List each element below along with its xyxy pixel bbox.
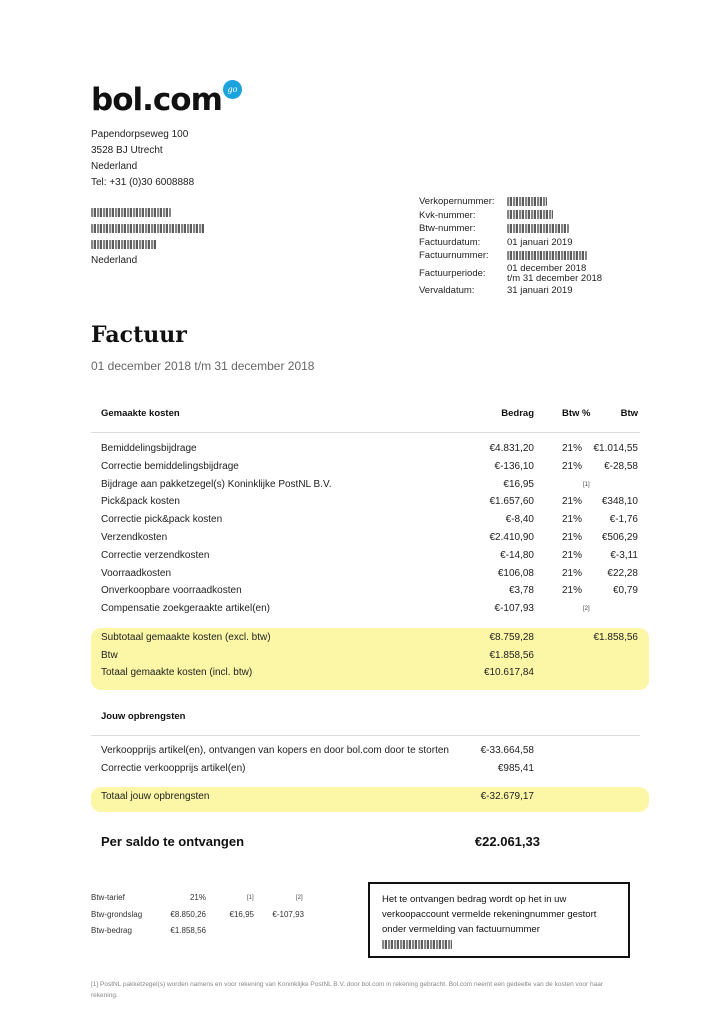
cost-row-amount: €1.657,60 — [489, 496, 534, 507]
cost-row-vat: €348,10 — [601, 496, 638, 507]
vat-number-label: Btw-nummer: — [419, 223, 476, 234]
cost-row-amount: €-14,80 — [500, 550, 534, 561]
saldo-amount: €22.061,33 — [474, 834, 540, 849]
payment-notice-box — [368, 882, 630, 958]
vat-label: Btw — [101, 650, 118, 661]
revenue-header-divider — [91, 735, 640, 736]
cost-row-vat: €-3,11 — [610, 550, 638, 561]
vat-rate: 21% — [189, 893, 206, 902]
invoice-date-label: Factuurdatum: — [419, 236, 481, 248]
cost-row-footnote-ref: [1] — [583, 482, 590, 488]
cost-row-label: Correctie verzendkosten — [101, 550, 210, 561]
invoice-period: 01 december 2018 t/m 31 december 2018 — [91, 359, 315, 373]
cost-row-vat: €1.014,55 — [593, 443, 638, 454]
footnote: [1] PostNL pakketzegel(s) worden namens en voor rekening van Koninklijke PostNL B.V. door bol.com in rekening gebracht. Bol.com neemt een gedeelte van de kosten voor haar rekening. — [91, 981, 603, 999]
total-costs-amount: €10.617,84 — [483, 667, 534, 678]
cost-row-vat-pct: 21% — [562, 461, 583, 472]
vat-rate-label: Btw-tarief — [91, 893, 125, 902]
cost-row-label: Bijdrage aan pakketzegel(s) Koninklijke PostNL B.V. — [101, 479, 332, 490]
revenue-row-label: Correctie verkoopprijs artikel(en) — [101, 763, 246, 774]
vat-note-1: [1] — [247, 895, 254, 901]
logo-text: bol.com — [91, 82, 222, 118]
cost-row-vat-pct: 21% — [562, 568, 583, 579]
revenue-row-amount: €985,41 — [497, 763, 534, 774]
recipient-country: Nederland — [91, 255, 138, 266]
redacted-street — [91, 224, 205, 233]
col-vat-header: Btw — [620, 408, 638, 419]
notice-line-3: onder vermelding van factuurnummer — [382, 924, 540, 935]
redacted-kvk — [507, 210, 553, 219]
subtotal-label: Subtotaal gemaakte kosten (excl. btw) — [101, 632, 271, 643]
vat-amount-label: Btw-bedrag — [91, 926, 132, 935]
cost-row-amount: €-107,93 — [494, 603, 534, 614]
revenue-total-amount: €-32.679,17 — [480, 791, 534, 802]
redacted-name — [91, 208, 171, 217]
page-title: Factuur — [91, 322, 187, 348]
invoice-meta — [419, 196, 629, 298]
revenue-row-amount: €-33.664,58 — [480, 745, 534, 756]
total-costs-label: Totaal gemaakte kosten (incl. btw) — [101, 667, 253, 678]
cost-row-amount: €-8,40 — [505, 514, 534, 525]
cost-row-label: Bemiddelingsbijdrage — [101, 443, 197, 454]
vat-base-label: Btw-grondslag — [91, 910, 143, 919]
cost-row-vat: €22,28 — [607, 568, 638, 579]
subtotal-amount: €8.759,28 — [489, 632, 534, 643]
due-date-label: Vervaldatum: — [419, 284, 475, 296]
revenue-row-label: Verkoopprijs artikel(en), ontvangen van kopers en door bol.com door te storten — [101, 745, 449, 756]
cost-row-vat-pct: 21% — [562, 496, 583, 507]
invoice-date: 01 januari 2019 — [507, 236, 573, 248]
cost-row-label: Correctie pick&pack kosten — [101, 514, 223, 525]
vat-base-note1: €16,95 — [229, 910, 254, 919]
cost-row-vat-pct: 21% — [562, 443, 583, 454]
company-address — [91, 127, 194, 191]
company-street: Papendorpseweg 100 — [91, 129, 189, 140]
cost-row-amount: €2.410,90 — [489, 532, 534, 543]
cost-row-amount: €-136,10 — [494, 461, 534, 472]
redacted-vat-number — [507, 224, 569, 233]
cost-row-vat: €-1,76 — [609, 514, 638, 525]
cost-row-vat: €-28,58 — [604, 461, 638, 472]
cost-row-label: Pick&pack kosten — [101, 496, 180, 507]
vat-summary-amount: €1.858,56 — [170, 926, 206, 935]
invoice-number-label: Factuurnummer: — [419, 250, 489, 261]
cost-row-vat-pct: 21% — [562, 585, 583, 596]
cost-row-amount: €3,78 — [508, 585, 534, 596]
redacted-seller-number — [507, 197, 547, 206]
vat-base-note2: €-107,93 — [272, 910, 304, 919]
cost-row-vat: €506,29 — [601, 532, 638, 543]
period-end: t/m 31 december 2018 — [507, 272, 603, 284]
seller-number-label: Verkopernummer: — [419, 196, 495, 207]
vat-amount: €1.858,56 — [489, 650, 534, 661]
notice-line-2: verkoopaccount vermelde rekeningnummer gestort — [382, 909, 597, 920]
cost-row-label: Compensatie zoekgeraakte artikel(en) — [101, 603, 270, 614]
subtotal-vat: €1.858,56 — [593, 632, 638, 643]
cost-row-amount: €106,08 — [497, 568, 534, 579]
col-vat-pct-header: Btw % — [562, 408, 591, 419]
cost-row-vat-pct: 21% — [562, 532, 583, 543]
costs-header-divider — [91, 432, 640, 433]
due-date: 31 januari 2019 — [507, 284, 573, 296]
period-label: Factuurperiode: — [419, 267, 486, 279]
period-start: 01 december 2018 — [507, 262, 587, 274]
bol-logo — [91, 80, 238, 120]
notice-line-1: Het te ontvangen bedrag wordt op het in uw — [382, 894, 567, 905]
cost-row-vat-pct: 21% — [562, 514, 583, 525]
costs-header: Gemaakte kosten — [101, 408, 180, 419]
cost-row-label: Verzendkosten — [101, 532, 168, 543]
logo-badge-icon: go — [223, 80, 242, 99]
col-amount-header: Bedrag — [501, 408, 534, 419]
cost-row-footnote-ref: [2] — [583, 606, 590, 612]
redacted-invoice-number — [507, 251, 587, 260]
vat-base: €8.850,26 — [170, 910, 206, 919]
cost-row-label: Voorraadkosten — [101, 568, 172, 579]
vat-note-2: [2] — [296, 895, 303, 901]
kvk-label: Kvk-nummer: — [419, 209, 476, 221]
cost-row-label: Onverkoopbare voorraadkosten — [101, 585, 242, 596]
recipient-address — [91, 205, 205, 269]
company-phone: Tel: +31 (0)30 6008888 — [91, 177, 195, 188]
cost-row-amount: €4.831,20 — [489, 443, 534, 454]
revenue-header: Jouw opbrengsten — [101, 711, 186, 722]
saldo-label: Per saldo te ontvangen — [101, 834, 245, 849]
cost-row-vat-pct: 21% — [562, 550, 583, 561]
cost-row-amount: €16,95 — [503, 479, 534, 490]
company-postal-city: 3528 BJ Utrecht — [91, 145, 163, 156]
cost-row-vat: €0,79 — [612, 585, 638, 596]
cost-row-label: Correctie bemiddelingsbijdrage — [101, 461, 239, 472]
revenue-total-label: Totaal jouw opbrengsten — [101, 791, 210, 802]
redacted-city — [91, 240, 157, 249]
redacted-invoice-ref — [382, 940, 452, 949]
company-country: Nederland — [91, 161, 138, 172]
